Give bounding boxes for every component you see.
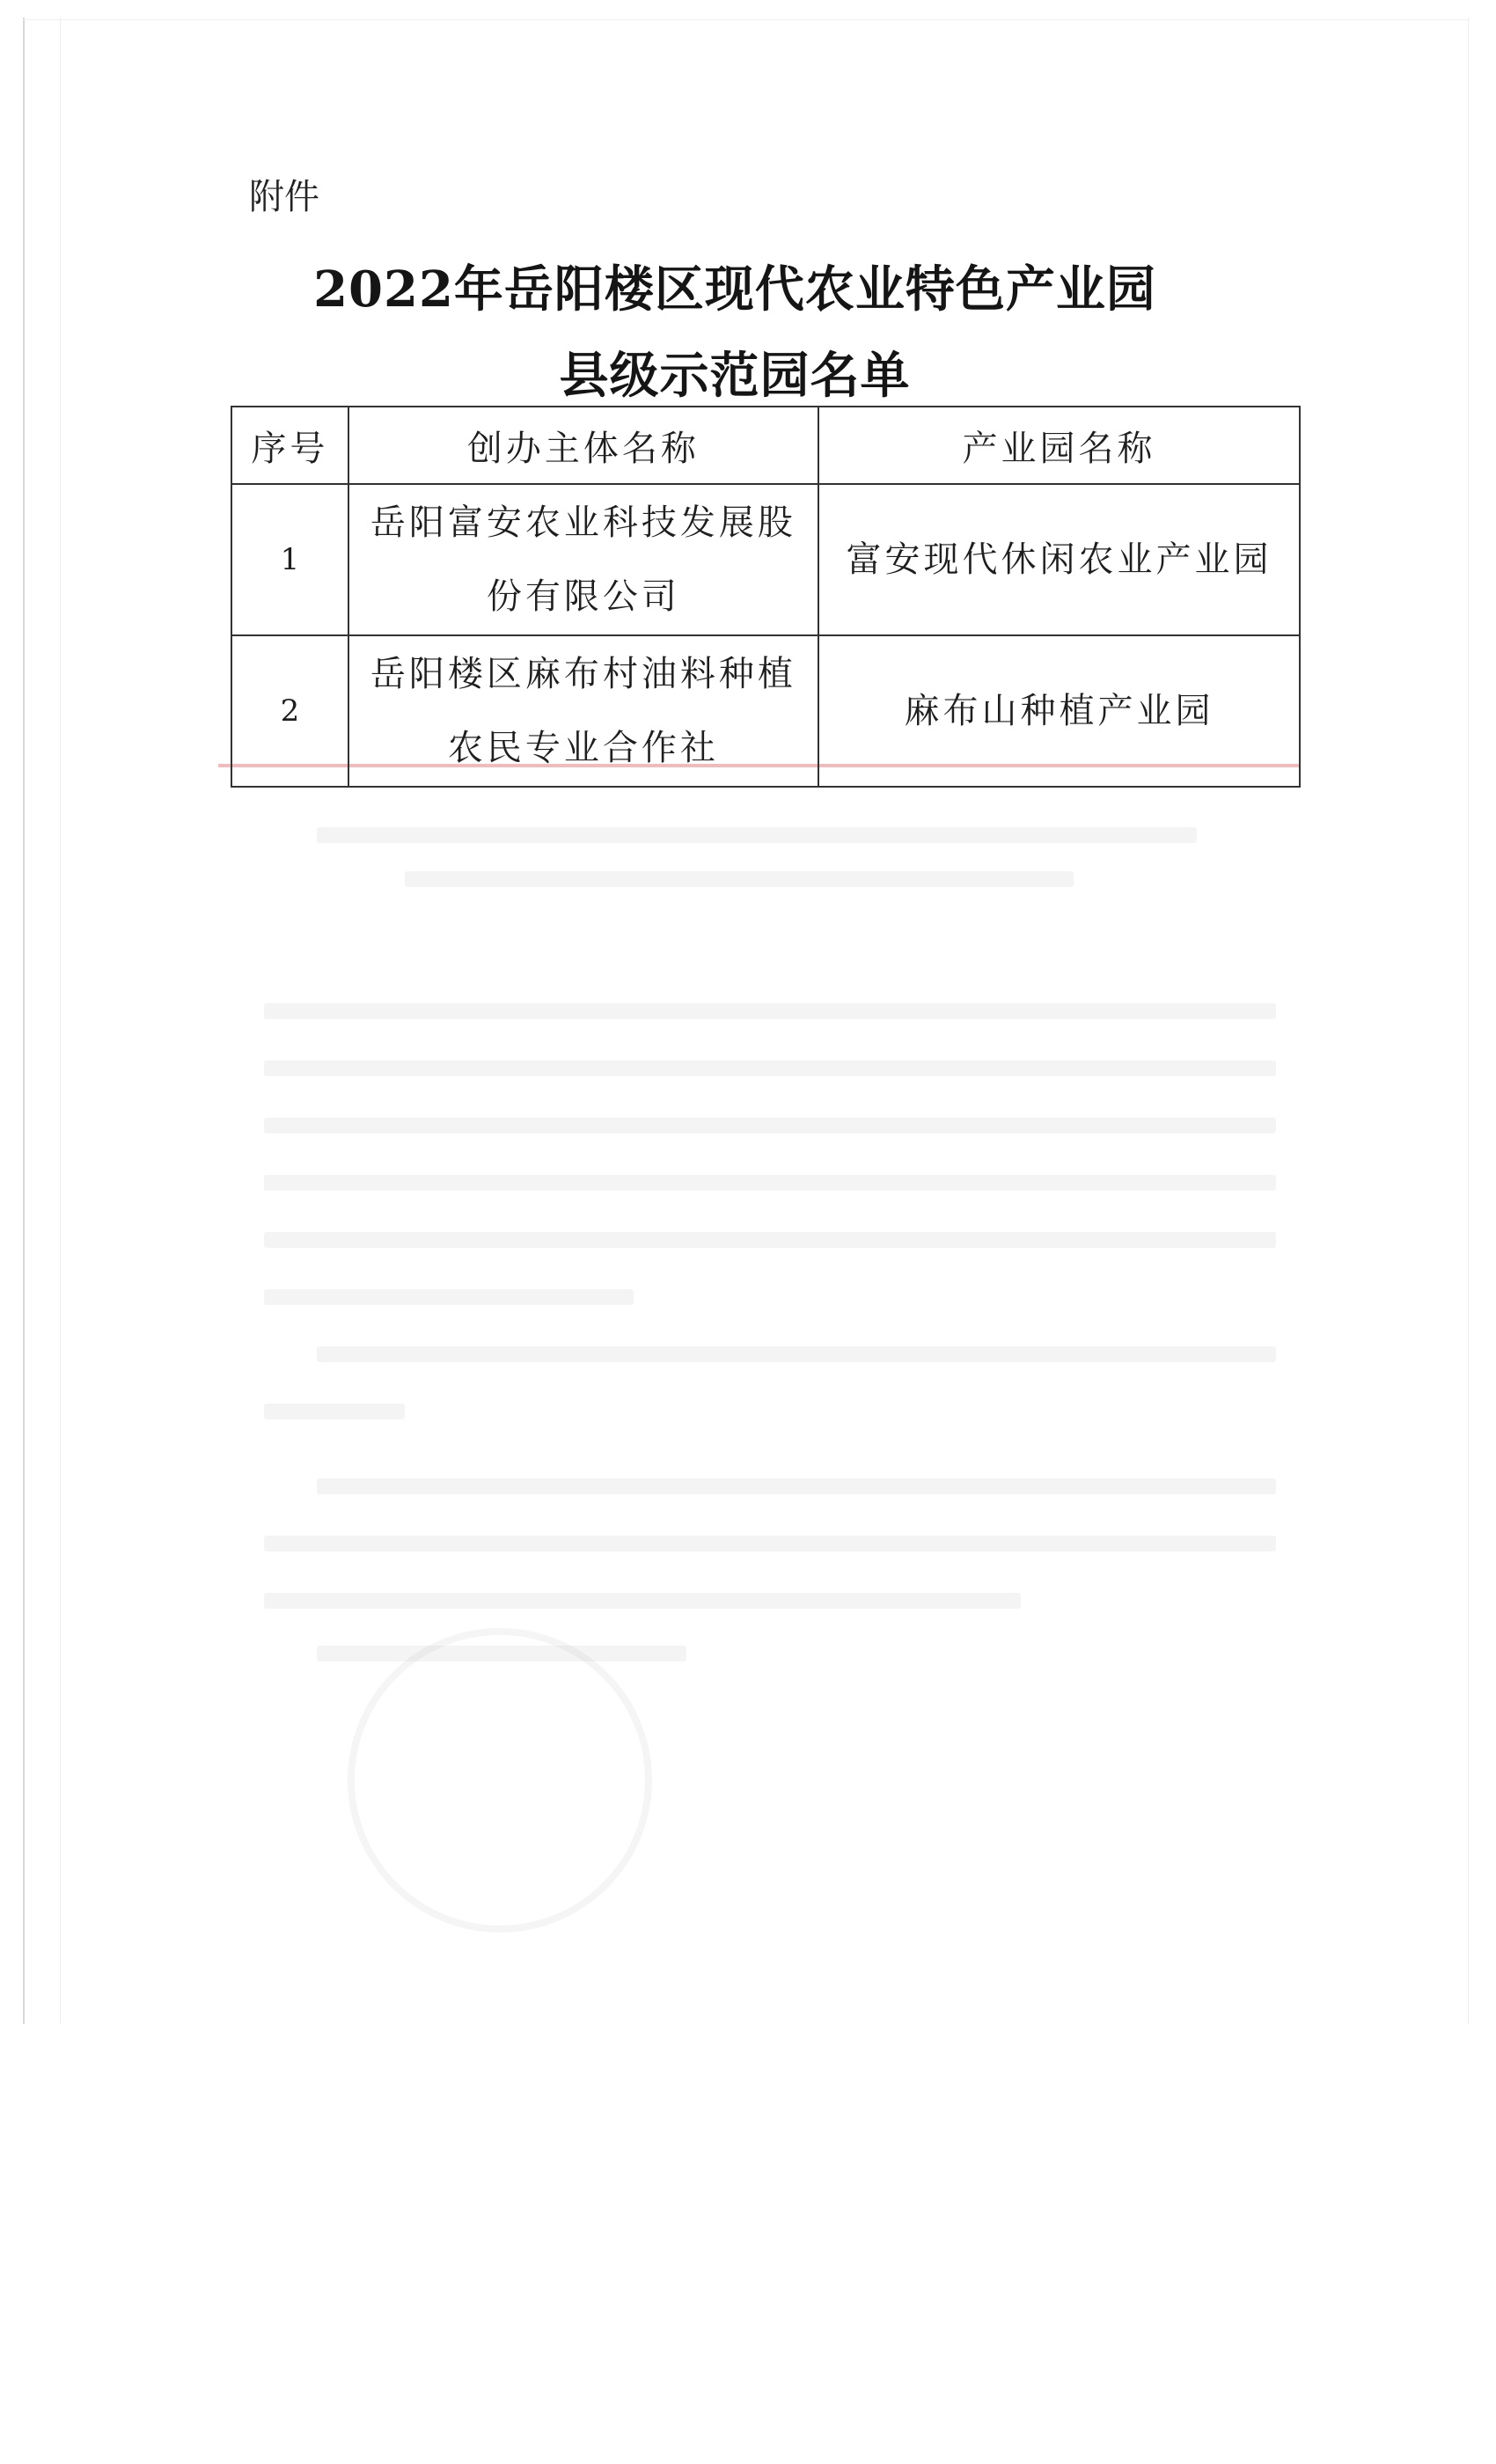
organization-name-line-1: 岳阳楼区麻布村油料种植: [370, 654, 796, 694]
page-edge-top: [23, 19, 1468, 20]
column-header-park: 产业园名称: [818, 407, 1300, 484]
column-header-organization: 创办主体名称: [348, 407, 818, 484]
bleed-through-seal: [348, 1628, 652, 1932]
row-index: 1: [231, 484, 348, 635]
table-header-row: [231, 407, 1300, 484]
table-row: [231, 484, 1300, 635]
organization-name-line-2: 农民专业合作社: [447, 728, 719, 768]
attachment-label: 附件: [249, 177, 319, 217]
park-name: 麻布山种植产业园: [818, 635, 1300, 787]
document-title-line-2: 县级示范园名单: [559, 347, 911, 405]
organization-name-line-1: 岳阳富安农业科技发展股: [370, 502, 796, 543]
demonstration-park-table: [231, 406, 1301, 788]
park-name: 富安现代休闲农业产业园: [818, 484, 1300, 635]
organization-name: [348, 635, 818, 787]
bleed-through-text-block: [264, 827, 1276, 1760]
organization-name-line-2: 份有限公司: [486, 576, 680, 617]
document-title-line-1: 2022年岳阳楼区现代农业特色产业园: [313, 260, 1156, 319]
column-header-index: 序号: [231, 407, 348, 484]
row-index: 2: [231, 635, 348, 787]
organization-name: [348, 484, 818, 635]
table-row: [231, 635, 1300, 787]
